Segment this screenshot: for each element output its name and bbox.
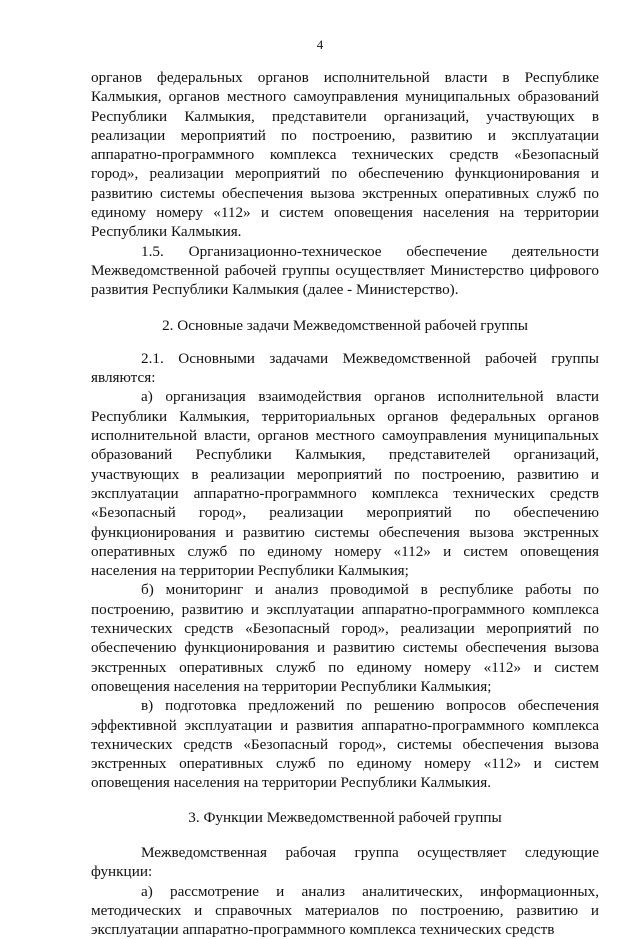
section-2-item-v: в) подготовка предложений по решению вопросов обеспечения эффективной эксплуатации и развития аппаратно-программного комплекса технических средств «Безопасный город», системы обеспечения вызова экстренных оперативных служб по единому номеру «112» и систем оповещения населения на территории Республики Калмыкия.	[91, 697, 599, 792]
section-2-intro: 2.1. Основными задачами Межведомственной рабочей группы являются:	[91, 349, 599, 387]
page-number: 4	[316, 37, 324, 52]
section-2-item-b: б) мониторинг и анализ проводимой в республике работы по построению, развитию и эксплуатации аппаратно-программного комплекса технических средств «Безопасный город», реализации мероприятий по обеспечению функционирования и развитию системы обеспечения вызова экстренных оперативных служб по единому номеру «112» и систем оповещения населения на территории Республики Калмыкия;	[91, 581, 599, 695]
paragraph-1-5: 1.5. Организационно-техническое обеспечение деятельности Межведомственной рабочей группы осуществляет Министерство цифрового развития Республики Калмыкия (далее - Министерство).	[91, 242, 599, 299]
section-3-item-a: а) рассмотрение и анализ аналитических, информационных, методических и справочных материалов по построению, развитию и эксплуатации аппаратно-программного комплекса технических средств	[91, 882, 599, 939]
section-3-heading: 3. Функции Межведомственной рабочей группы	[188, 808, 502, 826]
section-2-item-a: а) организация взаимодействия органов исполнительной власти Республики Калмыкия, территориальных органов федеральных органов исполнительной власти, органов местного самоуправления муниципальных образований Республики Калмыкия, представителей организаций, участвующих в реализации мероприятий по построению, развитию и эксплуатации аппаратно-программного комплекса технических средств «Безопасный город», реализации мероприятий по обеспечению функционирования и развитию системы обеспечения вызова экстренных оперативных служб по единому номеру «112» и систем оповещения населения на территории Республики Калмыкия;	[91, 388, 599, 580]
section-2-heading: 2. Основные задачи Межведомственной рабочей группы	[162, 316, 528, 334]
paragraph-continuation: органов федеральных органов исполнительной власти в Республике Калмыкия, органов местного самоуправления муниципальных образований Республики Калмыкия, представители организаций, участвующих в реализации мероприятий по построению, развитию и эксплуатации аппаратно-программного комплекса технических средств «Безопасный город», реализации мероприятий по обеспечению функционирования и развитию системы обеспечения вызова экстренных оперативных служб по единому номеру «112» и систем оповещения населения на территории Республики Калмыкия.	[91, 69, 599, 241]
section-3-intro: Межведомственная рабочая группа осуществляет следующие функции:	[91, 843, 599, 881]
document-body	[91, 68, 599, 939]
